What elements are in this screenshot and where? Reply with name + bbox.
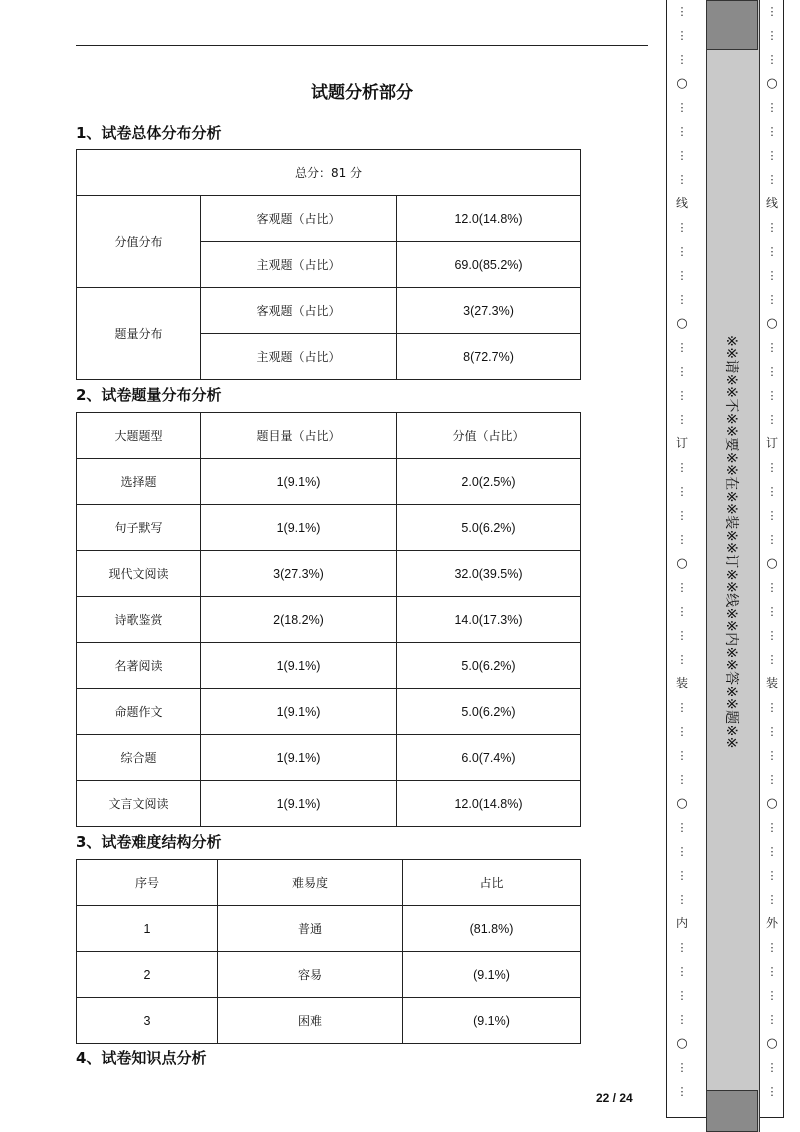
binding-dots: ⋮ — [766, 341, 778, 354]
binding-label-xian: 线 — [765, 196, 778, 210]
binding-dots: ⋮ — [676, 389, 688, 402]
binding-circle-mark: ○ — [676, 76, 688, 91]
binding-circle-mark: ○ — [766, 76, 778, 91]
binding-block-top — [706, 0, 758, 50]
table-cell: 1(9.1%) — [201, 643, 397, 689]
binding-dots: ⋮ — [676, 365, 688, 378]
table-cell: 选择题 — [77, 459, 201, 505]
binding-warning-text: ※※请※※不※※要※※在※※装※※订※※线※※内※※答※※题※※ — [723, 334, 739, 750]
binding-dots: ⋮ — [676, 869, 688, 882]
binding-circle-mark: ○ — [766, 796, 778, 811]
binding-dots: ⋮ — [766, 629, 778, 642]
table-cell: 1(9.1%) — [201, 459, 397, 505]
binding-circle-mark: ○ — [766, 316, 778, 331]
page-number: 22 / 24 — [596, 1091, 633, 1105]
binding-dots: ⋮ — [676, 701, 688, 714]
binding-dots: ⋮ — [766, 581, 778, 594]
binding-dots: ⋮ — [766, 965, 778, 978]
table-cell: 2(18.2%) — [201, 597, 397, 643]
table-cell: 客观题（占比） — [201, 288, 397, 334]
binding-dots: ⋮ — [766, 1085, 778, 1098]
binding-dots: ⋮ — [676, 749, 688, 762]
binding-dots: ⋮ — [766, 29, 778, 42]
overall-distribution-table — [76, 149, 581, 380]
binding-dots: ⋮ — [766, 101, 778, 114]
table-row — [77, 735, 581, 781]
binding-dots: ⋮ — [766, 869, 778, 882]
table-cell: 1(9.1%) — [201, 505, 397, 551]
table-cell: 现代文阅读 — [77, 551, 201, 597]
binding-dots: ⋮ — [676, 653, 688, 666]
binding-dots: ⋮ — [766, 125, 778, 138]
binding-marks-left — [674, 0, 690, 1132]
binding-dots: ⋮ — [676, 533, 688, 546]
question-count-table — [76, 412, 581, 827]
binding-dots: ⋮ — [676, 845, 688, 858]
table-row — [77, 459, 581, 505]
table-row — [77, 906, 581, 952]
table-cell: 3 — [77, 998, 218, 1044]
table-cell: 诗歌鉴赏 — [77, 597, 201, 643]
binding-dots: ⋮ — [766, 749, 778, 762]
table-cell: 69.0(85.2%) — [397, 242, 581, 288]
table-cell: 32.0(39.5%) — [397, 551, 581, 597]
binding-dots: ⋮ — [766, 1013, 778, 1026]
section-heading-overall: 1、试卷总体分布分析 — [76, 124, 222, 142]
section-heading-difficulty: 3、试卷难度结构分析 — [76, 833, 222, 851]
binding-dots: ⋮ — [676, 821, 688, 834]
count-distribution-label: 题量分布 — [77, 288, 201, 380]
binding-dots: ⋮ — [766, 5, 778, 18]
table-cell: 12.0(14.8%) — [397, 781, 581, 827]
binding-dots: ⋮ — [676, 485, 688, 498]
total-score-cell: 总分：81 分 — [77, 150, 581, 196]
binding-dots: ⋮ — [676, 413, 688, 426]
binding-dots: ⋮ — [676, 5, 688, 18]
binding-dots: ⋮ — [676, 1013, 688, 1026]
table-cell: 3(27.3%) — [201, 551, 397, 597]
binding-dots: ⋮ — [766, 509, 778, 522]
table-row — [77, 781, 581, 827]
binding-circle-mark: ○ — [676, 556, 688, 571]
binding-dots: ⋮ — [766, 533, 778, 546]
table-header-cell: 大题题型 — [77, 413, 201, 459]
table-cell: 3(27.3%) — [397, 288, 581, 334]
binding-dots: ⋮ — [676, 173, 688, 186]
table-cell: 1 — [77, 906, 218, 952]
table-cell: (81.8%) — [403, 906, 581, 952]
binding-label-zhuang: 装 — [765, 676, 778, 690]
section-heading-count: 2、试卷题量分布分析 — [76, 386, 222, 404]
binding-dots: ⋮ — [766, 413, 778, 426]
binding-dots: ⋮ — [676, 341, 688, 354]
table-cell: 5.0(6.2%) — [397, 643, 581, 689]
binding-label-wai: 外 — [765, 916, 778, 930]
binding-dots: ⋮ — [676, 245, 688, 258]
binding-dots: ⋮ — [676, 725, 688, 738]
binding-circle-mark: ○ — [676, 1036, 688, 1051]
binding-dots: ⋮ — [766, 773, 778, 786]
binding-dots: ⋮ — [766, 653, 778, 666]
binding-circle-mark: ○ — [676, 796, 688, 811]
table-cell: 容易 — [218, 952, 403, 998]
binding-dots: ⋮ — [676, 581, 688, 594]
binding-dots: ⋮ — [766, 821, 778, 834]
page-title: 试题分析部分 — [311, 83, 413, 103]
binding-circle-mark: ○ — [676, 316, 688, 331]
table-cell: 12.0(14.8%) — [397, 196, 581, 242]
binding-label-zhuang: 装 — [675, 676, 688, 690]
binding-dots: ⋮ — [766, 53, 778, 66]
binding-dots: ⋮ — [766, 245, 778, 258]
binding-dots: ⋮ — [766, 989, 778, 1002]
binding-dots: ⋮ — [766, 845, 778, 858]
binding-dots: ⋮ — [766, 461, 778, 474]
binding-dots: ⋮ — [766, 389, 778, 402]
score-distribution-label: 分值分布 — [77, 196, 201, 288]
table-row — [77, 952, 581, 998]
table-header-cell: 难易度 — [218, 860, 403, 906]
binding-dots: ⋮ — [676, 461, 688, 474]
binding-dots: ⋮ — [766, 701, 778, 714]
binding-block-bottom — [706, 1090, 758, 1132]
binding-dots: ⋮ — [766, 221, 778, 234]
table-cell: 名著阅读 — [77, 643, 201, 689]
binding-dots: ⋮ — [676, 221, 688, 234]
table-cell: 普通 — [218, 906, 403, 952]
binding-marks-right — [764, 0, 780, 1132]
binding-dots: ⋮ — [676, 149, 688, 162]
table-cell: 综合题 — [77, 735, 201, 781]
binding-label-nei: 内 — [675, 916, 688, 930]
binding-dots: ⋮ — [766, 893, 778, 906]
binding-dots: ⋮ — [676, 773, 688, 786]
section-heading-knowledge: 4、试卷知识点分析 — [76, 1049, 207, 1067]
table-cell: 主观题（占比） — [201, 334, 397, 380]
table-cell: 命题作文 — [77, 689, 201, 735]
binding-label-ding: 订 — [765, 436, 778, 450]
table-header-cell: 占比 — [403, 860, 581, 906]
binding-dots: ⋮ — [766, 1061, 778, 1074]
binding-dots: ⋮ — [676, 509, 688, 522]
table-row — [77, 998, 581, 1044]
table-row — [77, 551, 581, 597]
table-header-cell: 题目量（占比） — [201, 413, 397, 459]
table-cell: (9.1%) — [403, 998, 581, 1044]
table-cell: 句子默写 — [77, 505, 201, 551]
table-cell: 1(9.1%) — [201, 689, 397, 735]
table-cell: 2.0(2.5%) — [397, 459, 581, 505]
table-row — [77, 643, 581, 689]
table-cell: 1(9.1%) — [201, 735, 397, 781]
binding-dots: ⋮ — [766, 485, 778, 498]
table-cell: (9.1%) — [403, 952, 581, 998]
table-cell: 14.0(17.3%) — [397, 597, 581, 643]
binding-dots: ⋮ — [676, 965, 688, 978]
table-cell: 8(72.7%) — [397, 334, 581, 380]
header-rule — [76, 45, 648, 46]
table-cell: 1(9.1%) — [201, 781, 397, 827]
binding-dots: ⋮ — [766, 365, 778, 378]
table-cell: 2 — [77, 952, 218, 998]
binding-dots: ⋮ — [676, 1061, 688, 1074]
binding-dots: ⋮ — [766, 293, 778, 306]
difficulty-table — [76, 859, 581, 1044]
table-row — [77, 505, 581, 551]
table-header-cell: 分值（占比） — [397, 413, 581, 459]
binding-circle-mark: ○ — [766, 1036, 778, 1051]
binding-dots: ⋮ — [766, 149, 778, 162]
table-cell: 客观题（占比） — [201, 196, 397, 242]
binding-dots: ⋮ — [766, 269, 778, 282]
table-row — [77, 597, 581, 643]
binding-dots: ⋮ — [766, 941, 778, 954]
binding-dots: ⋮ — [676, 125, 688, 138]
binding-dots: ⋮ — [676, 605, 688, 618]
binding-dots: ⋮ — [766, 725, 778, 738]
table-row — [77, 689, 581, 735]
binding-dots: ⋮ — [676, 293, 688, 306]
binding-label-xian: 线 — [675, 196, 688, 210]
binding-dots: ⋮ — [676, 941, 688, 954]
binding-circle-mark: ○ — [766, 556, 778, 571]
table-header-cell: 序号 — [77, 860, 218, 906]
binding-dots: ⋮ — [766, 173, 778, 186]
table-cell: 困难 — [218, 998, 403, 1044]
table-cell: 6.0(7.4%) — [397, 735, 581, 781]
binding-dots: ⋮ — [766, 605, 778, 618]
binding-dots: ⋮ — [676, 989, 688, 1002]
binding-label-ding: 订 — [675, 436, 688, 450]
table-cell: 5.0(6.2%) — [397, 505, 581, 551]
binding-dots: ⋮ — [676, 269, 688, 282]
binding-dots: ⋮ — [676, 893, 688, 906]
binding-dots: ⋮ — [676, 53, 688, 66]
table-cell: 主观题（占比） — [201, 242, 397, 288]
binding-dots: ⋮ — [676, 1085, 688, 1098]
table-cell: 文言文阅读 — [77, 781, 201, 827]
binding-dots: ⋮ — [676, 629, 688, 642]
binding-dots: ⋮ — [676, 29, 688, 42]
binding-dots: ⋮ — [676, 101, 688, 114]
table-cell: 5.0(6.2%) — [397, 689, 581, 735]
